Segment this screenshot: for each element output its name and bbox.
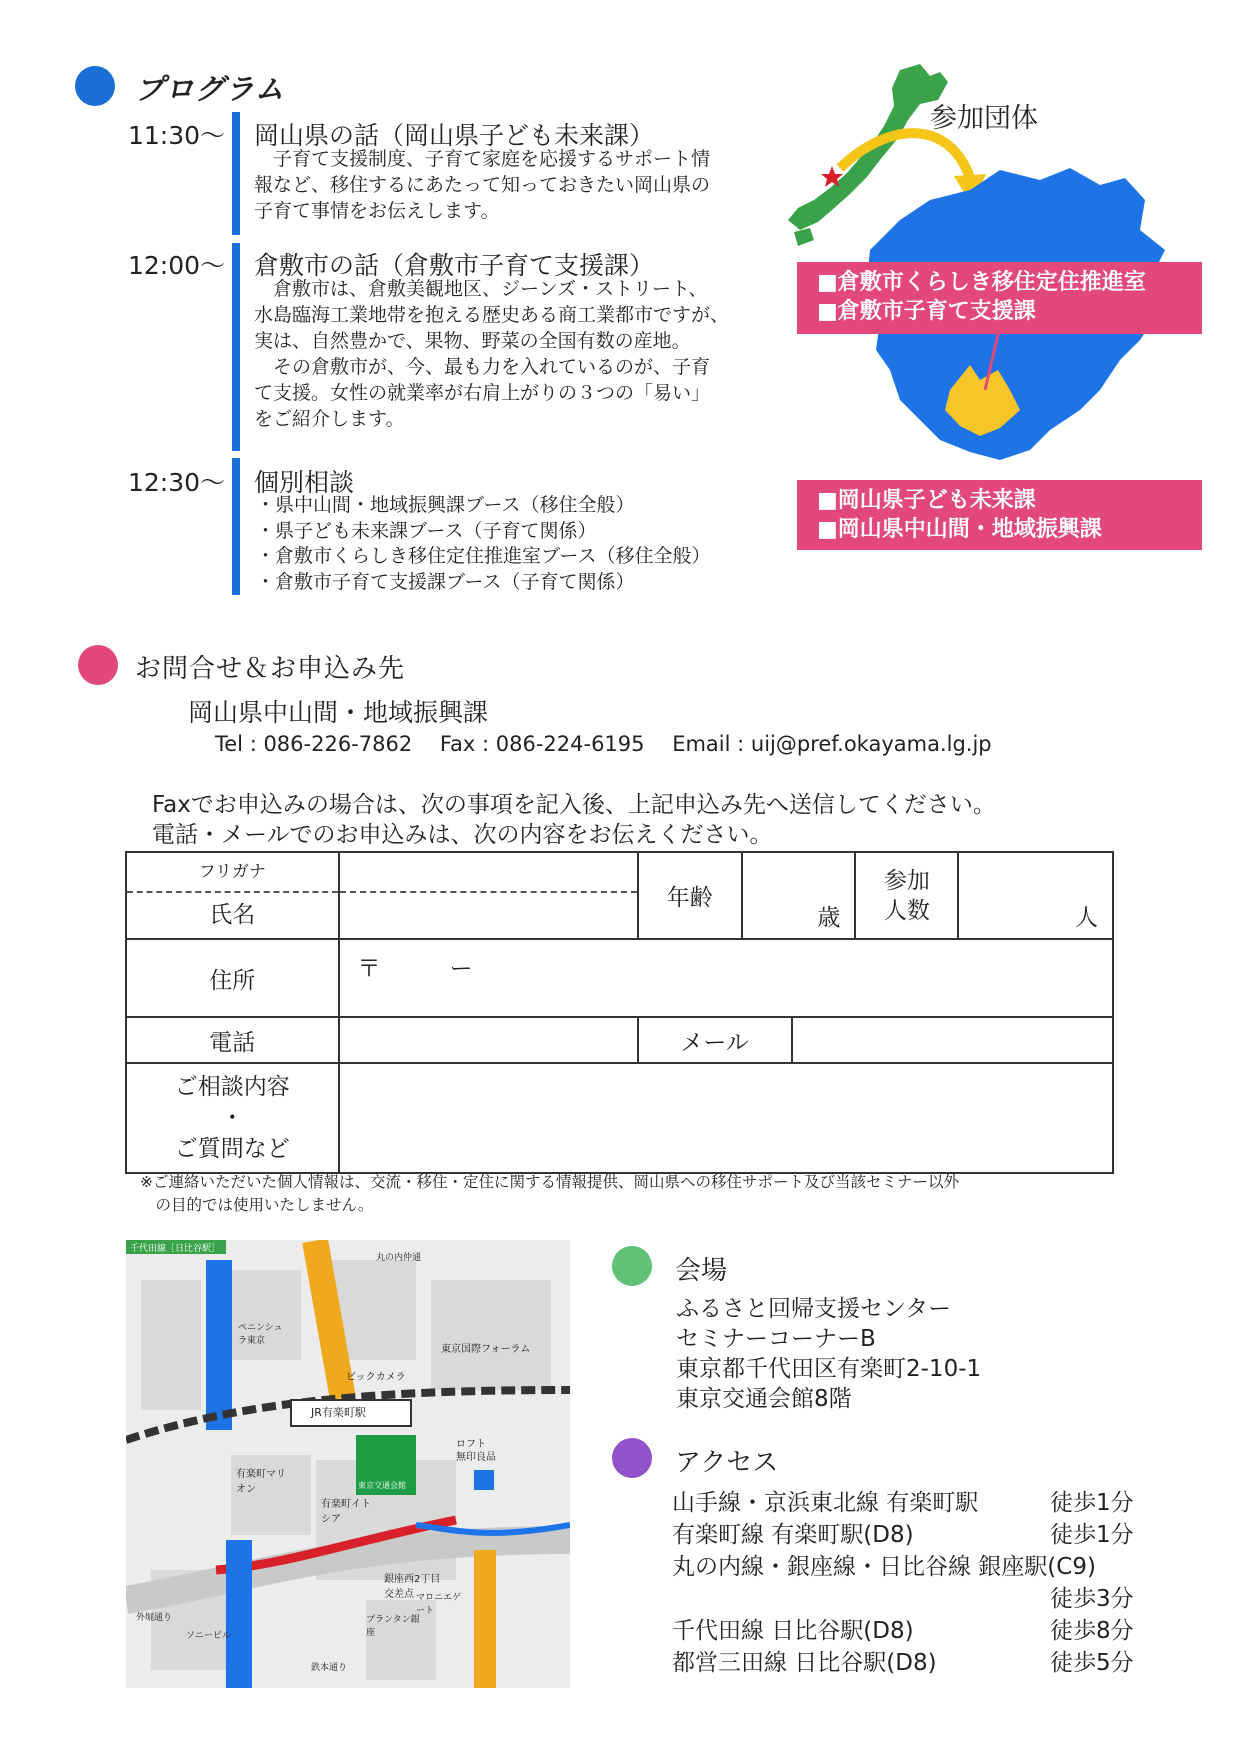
program-bullet-icon (75, 66, 115, 106)
age-field[interactable]: 歳 (742, 852, 856, 939)
participants-heading: 参加団体 (930, 103, 1038, 134)
map-label: JR有楽町駅 (311, 1406, 366, 1419)
contact-bullet-icon (78, 645, 118, 685)
program-heading: プログラム (135, 72, 285, 106)
map-label: プランタン銀座 (366, 1615, 420, 1638)
map-label: マロニエゲート (416, 1593, 462, 1616)
participant-count-field[interactable]: 人 (958, 852, 1113, 939)
contact-heading: お問合せ＆お申込み先 (135, 654, 406, 684)
list-item: ・倉敷市子育て支援課ブース（子育て関係） (256, 570, 635, 593)
access-heading: アクセス (675, 1448, 779, 1478)
map-label: 丸の内仲通 (376, 1253, 422, 1263)
participant-box-kurashiki: ■倉敷市くらしき移住定住推進室 ■倉敷市子育て支援課 (797, 262, 1202, 334)
email-label: メール (638, 1017, 792, 1063)
program-divider (232, 243, 240, 451)
list-item: ・県子ども未来課ブース（子育て関係） (256, 519, 597, 542)
name-field[interactable] (339, 852, 638, 939)
list-item: ・県中山間・地域振興課ブース（移住全般） (256, 494, 635, 516)
map-label: 東京交通会館 (358, 1481, 406, 1490)
contact-details: Tel : 086-226-7862 Fax : 086-224-6195 Email : uij@pref.okayama.lg.jp (215, 732, 992, 756)
consultation-field[interactable] (339, 1063, 1113, 1173)
map-label: 千代田線［日比谷駅］ (130, 1244, 221, 1254)
program-title-3: 個別相談 (254, 468, 355, 497)
application-form-table (125, 851, 1114, 1174)
name-label-cell: フリガナ 氏名 (126, 852, 339, 939)
map-label: ペニンシュラ東京 (238, 1323, 283, 1346)
age-label: 年齢 (638, 852, 742, 939)
map-roads (126, 1240, 570, 1688)
consultation-label: ご相談内容 ・ ご質問など (126, 1063, 339, 1173)
program-time-3: 12:30〜 (128, 468, 226, 497)
access-walk: 徒歩8分 (1050, 1618, 1134, 1644)
access-bullet-icon (612, 1438, 652, 1478)
venue-heading: 会場 (675, 1256, 728, 1286)
map-label: 外堀通り (136, 1613, 173, 1623)
program-divider (232, 112, 240, 235)
map-label: ビックカメラ (346, 1372, 406, 1383)
access-walk: 徒歩3分 (1050, 1586, 1134, 1612)
access-route: 都営三田線 日比谷駅(D8) (672, 1650, 937, 1676)
phone-instruction: 電話・メールでのお申込みは、次の内容をお伝えください。 (152, 822, 773, 848)
map-label: ロフト (456, 1439, 486, 1450)
program-body-1: 子育て支援制度、子育て家庭を応援するサポート情 報など、移住するにあたって知っておきたい岡山県の 子育て事情をお伝えします。 (254, 148, 711, 222)
access-route: 丸の内線・銀座線・日比谷線 銀座駅(C9) (672, 1554, 1096, 1580)
access-route: 千代田線 日比谷駅(D8) (672, 1618, 914, 1644)
participant-count-label: 参加 人数 (855, 852, 958, 939)
map-label: 有楽町イトシア (321, 1499, 371, 1525)
privacy-note: ※ご連絡いただいた個人情報は、交流・移住・定住に関する情報提供、岡山県への移住サポート及び当該セミナー以外 の目的では使用いたしません。 (140, 1173, 959, 1214)
map-label: ソニービル (186, 1631, 231, 1641)
program-time-1: 11:30〜 (128, 121, 226, 150)
map-label: 無印良品 (456, 1452, 496, 1463)
address-field[interactable]: 〒 ー (339, 939, 1113, 1017)
program-divider (232, 458, 240, 595)
phone-label: 電話 (126, 1017, 339, 1063)
map-label: 鉄本通り (311, 1663, 348, 1673)
list-item: ・倉敷市くらしき移住定住推進室ブース（移住全般） (256, 545, 711, 567)
contact-organization: 岡山県中山間・地域振興課 (188, 698, 489, 727)
participant-box-okayama: ■岡山県子ども未来課 ■岡山県中山間・地域振興課 (797, 480, 1202, 550)
access-walk: 徒歩5分 (1050, 1650, 1134, 1676)
map-label: 銀座西2丁目交差点 (384, 1574, 441, 1600)
venue-line: 東京交通会館8階 (676, 1386, 852, 1412)
address-label: 住所 (126, 939, 339, 1017)
program-title-1: 岡山県の話（岡山県子ども未来課） (254, 121, 655, 150)
map-label: 東京国際フォーラム (441, 1344, 531, 1355)
program-time-2: 12:00〜 (128, 251, 226, 280)
fax-instruction: Faxでお申込みの場合は、次の事項を記入後、上記申込み先へ送信してください。 (152, 792, 996, 818)
venue-line: ふるさと回帰支援センター (676, 1296, 952, 1322)
access-walk: 徒歩1分 (1050, 1490, 1134, 1516)
access-map (126, 1240, 570, 1688)
map-label: 有楽町マリオン (236, 1469, 286, 1495)
access-walk: 徒歩1分 (1050, 1522, 1134, 1548)
phone-field[interactable] (339, 1017, 638, 1063)
access-route: 有楽町線 有楽町駅(D8) (672, 1522, 914, 1548)
access-route: 山手線・京浜東北線 有楽町駅 (672, 1490, 979, 1516)
program-body-2: 倉敷市は、倉敷美観地区、ジーンズ・ストリート、 水島臨海工業地帯を抱える歴史ある商工業都市ですが、 実は、自然豊かで、果物、野菜の全国有数の産地。 その倉敷市が、今、最も力を入れているのが、子育 て支援。女性の就業率が右肩上がりの３つの「易い」 をご紹介します。 (254, 278, 730, 430)
email-field[interactable] (792, 1017, 1113, 1063)
consultation-booth-list (256, 493, 710, 595)
venue-line: セミナーコーナーB (676, 1326, 876, 1352)
venue-line: 東京都千代田区有楽町2-10-1 (676, 1356, 982, 1382)
program-title-2: 倉敷市の話（倉敷市子育て支援課） (254, 251, 655, 280)
venue-bullet-icon (612, 1246, 652, 1286)
